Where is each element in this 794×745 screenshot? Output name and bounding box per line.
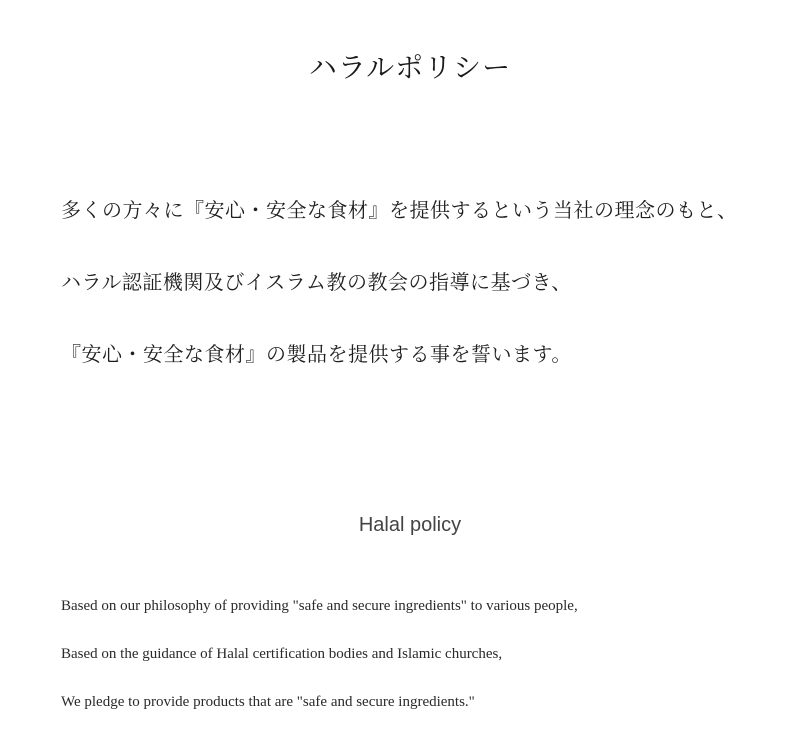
policy-line-en-2: Based on the guidance of Halal certification bodies and Islamic churches,: [61, 646, 503, 662]
policy-line-ja-3: 『安心・安全な食材』の製品を提供する事を誓います。: [61, 342, 572, 366]
policy-title-en: Halal policy: [358, 514, 462, 536]
policy-line-ja-1: 多くの方々に『安心・安全な食材』を提供するという当社の理念のもと、: [61, 198, 738, 222]
policy-line-ja-2: ハラル認証機関及びイスラム教の教会の指導に基づき、: [61, 270, 572, 294]
policy-title-ja: ハラルポリシー: [308, 51, 512, 84]
policy-line-en-3: We pledge to provide products that are "safe and secure ingredients.": [61, 694, 475, 710]
policy-statement-en: [61, 593, 578, 737]
policy-line-en-1: Based on our philosophy of providing "safe and secure ingredients" to various people,: [61, 598, 578, 614]
policy-statement-ja: [61, 192, 738, 408]
